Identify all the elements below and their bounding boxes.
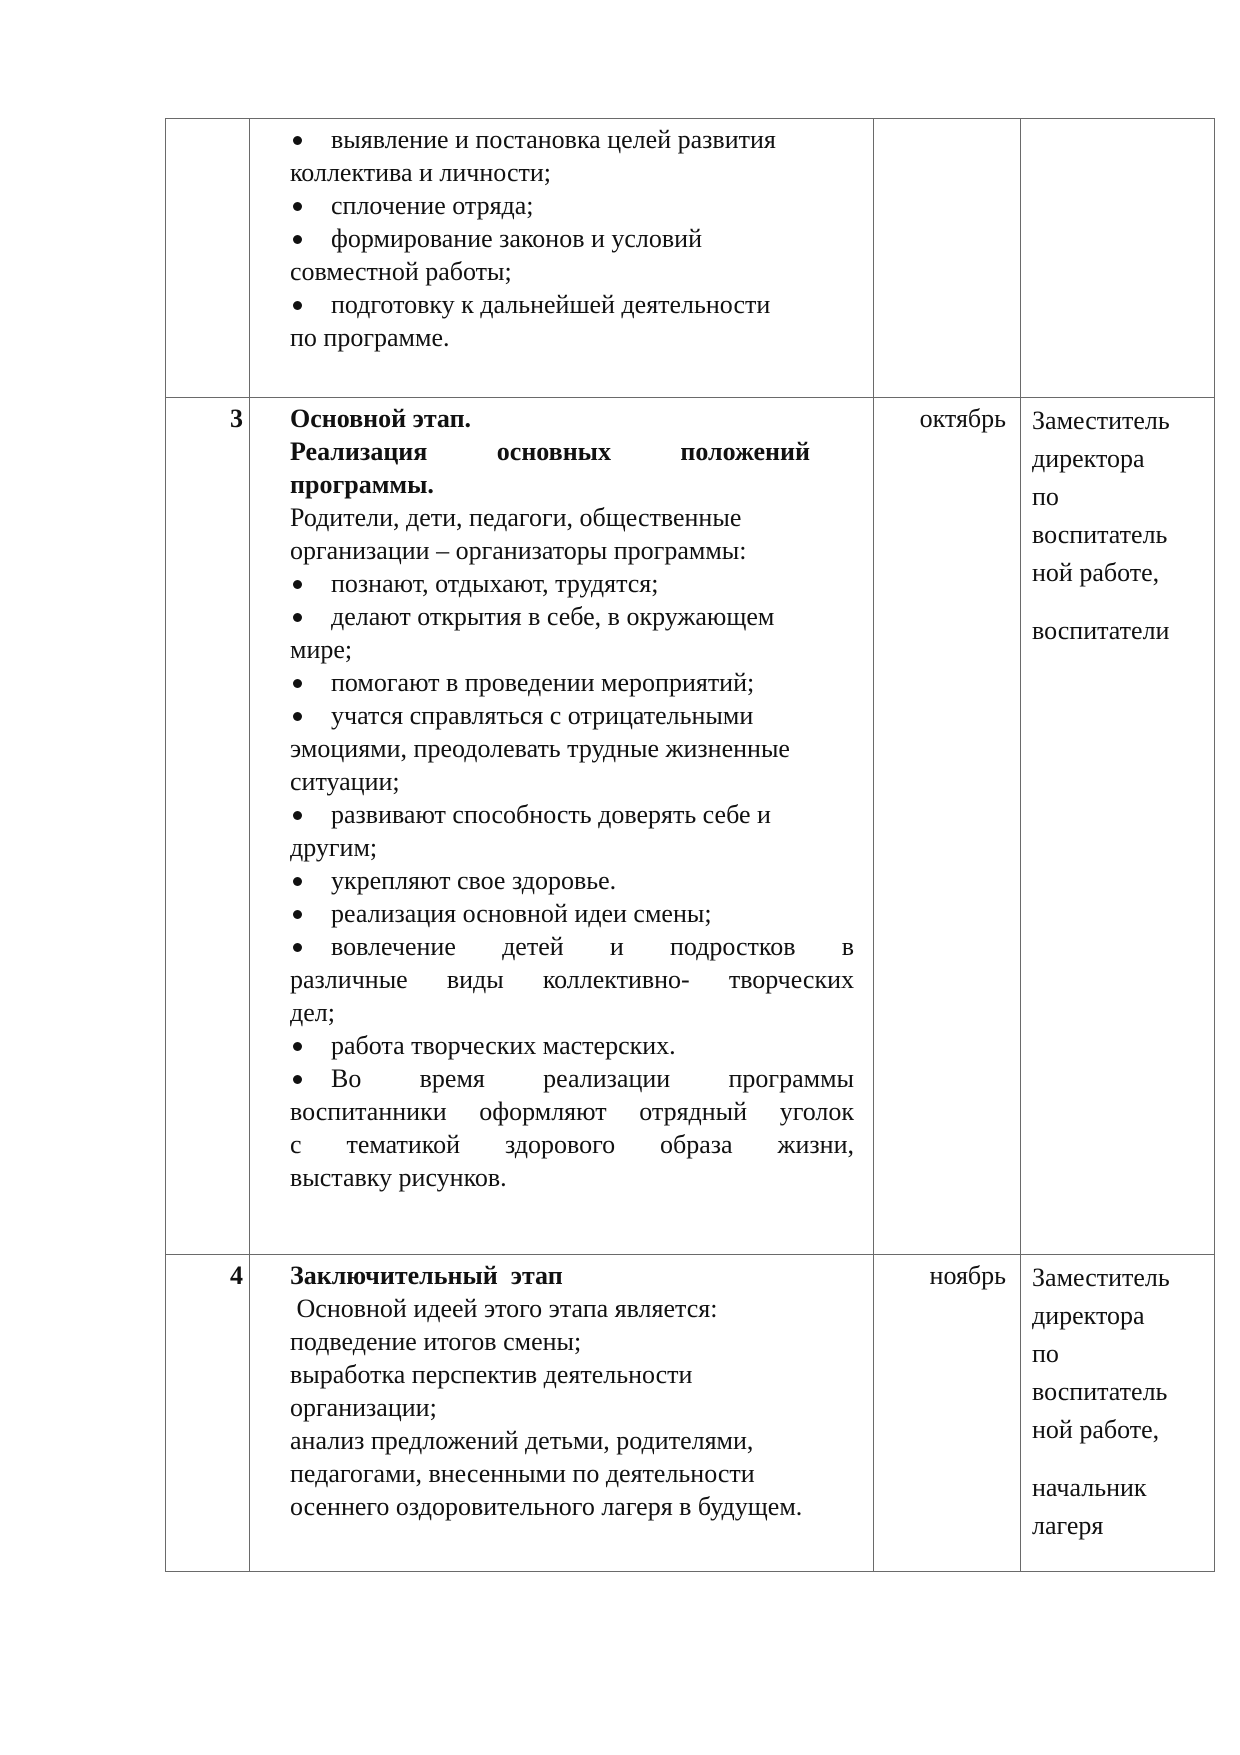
responsible-line: ной работе, — [1032, 558, 1160, 587]
responsible-line: ной работе, — [1032, 1415, 1160, 1444]
list-item-continuation: по программе. — [290, 323, 450, 352]
bullet-icon — [293, 202, 302, 211]
list-item: делают открытия в себе, в окружающем — [290, 600, 873, 633]
date-cell: ноябрь — [874, 1255, 1021, 1572]
list-item: реализация основной идеи смены; — [290, 897, 873, 930]
bullet-icon — [293, 235, 302, 244]
list-item: учатся справляться с отрицательными — [290, 699, 873, 732]
stage-intro: организации – организаторы программы: — [290, 536, 747, 565]
stage-subtitle: Реализация основных положений — [290, 437, 810, 466]
list-item: вовлечение детей и подростков в — [290, 930, 854, 963]
stage-content-cell — [250, 119, 874, 398]
bullet-icon — [293, 877, 302, 886]
bullet-icon — [293, 136, 302, 145]
responsible-line: по — [1032, 482, 1059, 511]
bullet-icon — [293, 910, 302, 919]
bullet-icon — [293, 301, 302, 310]
list-item-continuation: эмоциями, преодолевать трудные жизненные — [290, 734, 790, 763]
list-item-continuation: коллектива и личности; — [290, 158, 551, 187]
list-item: развивают способность доверять себе и — [290, 798, 873, 831]
list-item-continuation: с тематикой здорового образа жизни, — [290, 1130, 854, 1159]
stage-subtitle: программы. — [290, 470, 434, 499]
list-item: сплочение отряда; — [290, 189, 873, 222]
responsible-line: директора — [1032, 1301, 1145, 1330]
bullet-icon — [293, 811, 302, 820]
responsible-line: Заместитель — [1032, 1263, 1170, 1292]
table-row — [166, 398, 1215, 1255]
row-number-cell: 4 — [166, 1255, 250, 1572]
list-item-continuation: воспитанники оформляют отрядный уголок — [290, 1097, 854, 1126]
responsible-line: воспитатель — [1032, 1377, 1168, 1406]
list-item: выявление и постановка целей развития — [290, 123, 873, 156]
list-item-continuation: ситуации; — [290, 767, 400, 796]
responsible-cell — [1021, 119, 1215, 398]
bullet-icon — [293, 943, 302, 952]
list-item: подготовку к дальнейшей деятельности — [290, 288, 873, 321]
table-row — [166, 119, 1215, 398]
stage-content-cell — [250, 398, 874, 1255]
date-cell — [874, 119, 1021, 398]
list-item-continuation: мире; — [290, 635, 353, 664]
responsible-line: начальник — [1032, 1473, 1147, 1502]
bullet-icon — [293, 580, 302, 589]
bullet-icon — [293, 1075, 302, 1084]
stage-text: анализ предложений детьми, родителями, — [290, 1426, 754, 1455]
stage-text: осеннего оздоровительного лагеря в будущем. — [290, 1492, 803, 1521]
list-item: Во время реализации программы — [290, 1062, 854, 1095]
list-item: работа творческих мастерских. — [290, 1029, 873, 1062]
stage-text: подведение итогов смены; — [290, 1327, 582, 1356]
table-row — [166, 1255, 1215, 1572]
stage-intro: Родители, дети, педагоги, общественные — [290, 503, 742, 532]
bullet-icon — [293, 1042, 302, 1051]
list-item-continuation: различные виды коллективно- творческих — [290, 965, 854, 994]
stage-text: педагогами, внесенными по деятельности — [290, 1459, 755, 1488]
responsible-line: директора — [1032, 444, 1145, 473]
responsible-cell — [1021, 1255, 1215, 1572]
responsible-line: воспитатель — [1032, 520, 1168, 549]
stage-content-cell — [250, 1255, 874, 1572]
date-cell: октябрь — [874, 398, 1021, 1255]
program-stages-table — [165, 118, 1215, 1572]
list-item-continuation: совместной работы; — [290, 257, 512, 286]
list-item: формирование законов и условий — [290, 222, 873, 255]
list-item-continuation: дел; — [290, 998, 335, 1027]
row-number-cell: 3 — [166, 398, 250, 1255]
list-item-continuation: выставку рисунков. — [290, 1163, 507, 1192]
responsible-line: воспитатели — [1032, 616, 1170, 645]
list-item: познают, отдыхают, трудятся; — [290, 567, 873, 600]
responsible-line: лагеря — [1032, 1511, 1104, 1540]
stage-title: Заключительный этап — [290, 1261, 563, 1290]
bullet-icon — [293, 613, 302, 622]
responsible-line: Заместитель — [1032, 406, 1170, 435]
stage-text: организации; — [290, 1393, 437, 1422]
stage-title: Основной этап. — [290, 404, 472, 433]
bullet-icon — [293, 712, 302, 721]
responsible-cell — [1021, 398, 1215, 1255]
list-item: укрепляют свое здоровье. — [290, 864, 873, 897]
list-item: помогают в проведении мероприятий; — [290, 666, 873, 699]
bullet-icon — [293, 679, 302, 688]
responsible-line: по — [1032, 1339, 1059, 1368]
row-number-cell — [166, 119, 250, 398]
stage-text: выработка перспектив деятельности — [290, 1360, 693, 1389]
stage-text: Основной идеей этого этапа является: — [290, 1294, 718, 1323]
list-item-continuation: другим; — [290, 833, 378, 862]
